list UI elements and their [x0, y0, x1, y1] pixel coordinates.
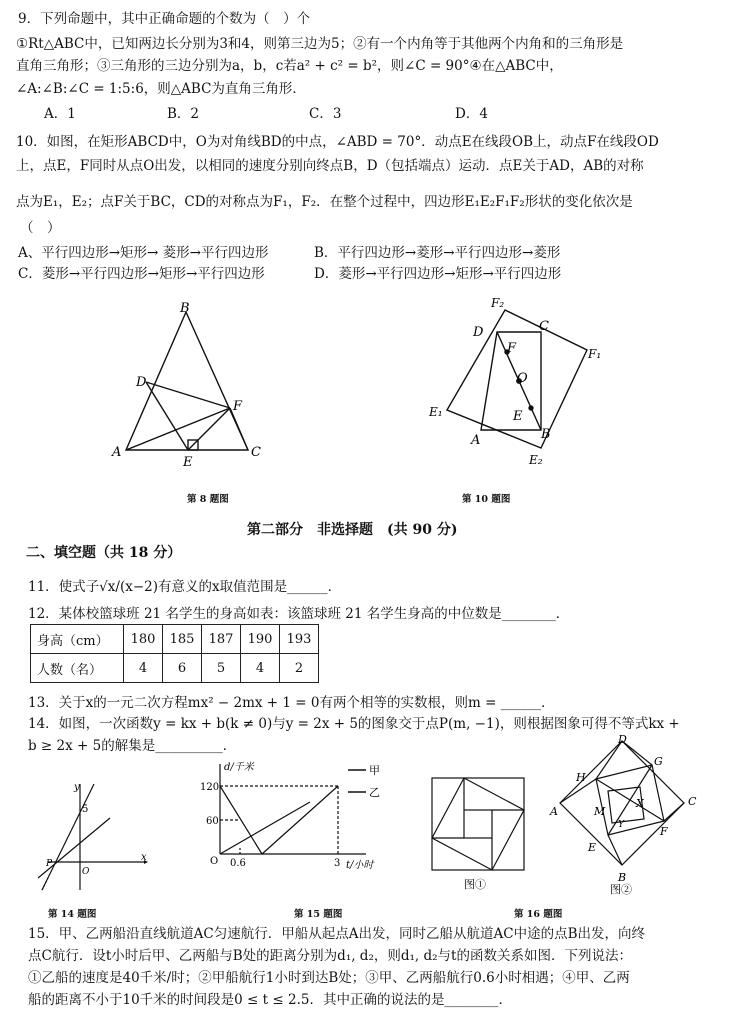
- figure-16-2: [548, 735, 698, 895]
- fig10-label-a: A: [471, 433, 481, 448]
- fig15-tick-06: 0.6: [230, 858, 246, 869]
- fig10-label-d: D: [473, 325, 484, 340]
- figure-10-caption: 第 10 题图: [462, 494, 511, 505]
- q15-line3: ①乙船的速度是40千米/时；②甲船航行1小时到达B处；③甲、乙两船航行0.6小时相遇；④甲、乙两: [28, 970, 630, 986]
- q14-line2: b ≥ 2x + 5的解集是__________．: [28, 738, 237, 754]
- figure-8-caption: 第 8 题图: [187, 494, 229, 505]
- figure-16-caption: 第 16 题图: [514, 909, 563, 920]
- fig16-label-e: E: [588, 841, 597, 854]
- q9-stem: 9．下列命题中，其中正确命题的个数为（ ）个: [18, 11, 311, 27]
- fig10-label-o: O: [517, 371, 528, 386]
- fig16-label-h: H: [576, 771, 586, 784]
- q10-line3: 点为E₁，E₂；点F关于BC，CD的对称点为F₁，F₂．在整个过程中，四边形E₁E₂F₁F₂形状的变化依次是: [16, 194, 633, 210]
- fig16-label-y: Y: [618, 820, 624, 830]
- fig16-label-c: C: [688, 795, 697, 808]
- q10-line1: 10．如图，在矩形ABCD中，O为对角线BD的中点，∠ABD = 70°．动点E在线段OB上，动点F在线段OD: [16, 134, 659, 150]
- table-cell: 193: [280, 625, 319, 654]
- q10-line4: （ ）: [20, 220, 61, 236]
- fig10-label-e1: E₁: [429, 405, 443, 419]
- fig15-tick-120: 120: [200, 782, 220, 793]
- q9-option-a: A．1: [44, 106, 76, 122]
- table-cell: 2: [280, 654, 319, 683]
- table-row: [31, 625, 319, 654]
- figure-14-graph: [28, 778, 158, 898]
- fig15-origin: O: [210, 856, 219, 867]
- fill-blank-section-title: 二、填空题（共 18 分）: [26, 545, 182, 561]
- q10-option-c: C．菱形→平行四边形→矩形→平行四边形: [18, 266, 265, 282]
- fig16-label-b: B: [618, 871, 627, 884]
- fig8-label-d: D: [136, 375, 147, 390]
- q14-line1: 14．如图，一次函数y = kx + b(k ≠ 0)与y = 2x + 5的图象交于点P(m, −1)，则根据图象可得不等式kx +: [28, 716, 680, 732]
- fig14-label-p: P: [46, 859, 53, 869]
- figure-15-caption: 第 15 题图: [294, 909, 343, 920]
- table-row: [31, 654, 319, 683]
- fig15-legend-yi: 乙: [369, 786, 380, 799]
- fig8-label-b: B: [180, 301, 190, 316]
- fig8-label-e: E: [183, 455, 193, 470]
- figure-10-rectangle: [425, 292, 615, 472]
- q10-option-a: A、平行四边形→矩形→ 菱形→平行四边形: [18, 245, 269, 261]
- q9-line3: ∠A:∠B:∠C = 1:5:6，则△ABC为直角三角形．: [16, 81, 306, 97]
- fig10-label-e2: E₂: [529, 453, 543, 467]
- fig16-label-m: M: [594, 805, 606, 818]
- q9-option-b: B．2: [167, 106, 200, 122]
- table-cell: 4: [241, 654, 280, 683]
- q12-text: 12．某体校篮球班 21 名学生的身高如表：该篮球班 21 名学生身高的中位数是________．: [28, 606, 570, 622]
- figure-16-1: [428, 772, 528, 890]
- table-cell: 180: [124, 625, 163, 654]
- fig10-label-e: E: [513, 409, 523, 424]
- fig14-axis-y: y: [74, 782, 80, 793]
- fig16-label-x: X: [636, 797, 644, 810]
- fig10-label-f2: F₂: [491, 296, 505, 310]
- height-table: [30, 624, 319, 683]
- table-cell: 5: [202, 654, 241, 683]
- fig16-label-g: G: [654, 755, 663, 768]
- fig16-label-d: D: [618, 735, 627, 746]
- figure-8-triangle: [108, 300, 278, 470]
- part-two-title: 第二部分 非选择题 (共 90 分): [247, 522, 458, 538]
- fig15-tick-60: 60: [206, 816, 219, 827]
- fig16-caption-1: 图①: [464, 878, 486, 890]
- table-cell: 187: [202, 625, 241, 654]
- fig8-label-f: F: [233, 399, 243, 414]
- q9-option-c: C．3: [309, 106, 342, 122]
- figure-14-caption: 第 14 题图: [48, 909, 97, 920]
- fig15-legend-jia: 甲: [369, 764, 380, 777]
- fig15-tick-3: 3: [334, 858, 341, 869]
- q9-line1: ①Rt△ABC中，已知两边长分别为3和4，则第三边为5；②有一个内角等于其他两个内角和的三角形是: [16, 36, 624, 52]
- q15-line1: 15．甲、乙两船沿直线航道AC匀速航行．甲船从起点A出发，同时乙船从航道AC中途的点B出发，向终: [28, 926, 646, 942]
- fig14-label-o: O: [82, 867, 90, 877]
- fig10-label-f1: F₁: [588, 347, 602, 361]
- fig10-label-c: C: [539, 319, 549, 334]
- table-header-height: 身高（cm）: [31, 625, 124, 654]
- q10-option-b: B．平行四边形→菱形→平行四边形→菱形: [314, 245, 561, 261]
- table-cell: 4: [124, 654, 163, 683]
- q11-text: 11．使式子√x/(x−2)有意义的x取值范围是______．: [28, 579, 342, 595]
- q13-text: 13．关于x的一元二次方程mx² − 2mx + 1 = 0有两个相等的实数根，则m = ______．: [28, 695, 555, 711]
- fig8-label-a: A: [112, 445, 122, 460]
- fig15-xlabel: t/小时: [346, 860, 374, 871]
- fig16-label-a: A: [550, 805, 558, 818]
- fig14-axis-x: x: [141, 852, 147, 863]
- fig16-caption-2: 图②: [610, 883, 632, 895]
- fig14-label-5: 5: [82, 804, 89, 815]
- q15-line2: 点C航行．设t小时后甲、乙两船与B处的距离分别为d₁, d₂，则d₁, d₂与t的函数关系如图．下列说法：: [28, 948, 632, 964]
- fig10-label-b: B: [541, 427, 551, 442]
- figure-15-chart: [196, 758, 396, 878]
- fig15-ylabel: d/千米: [224, 762, 254, 773]
- fig8-label-c: C: [251, 445, 261, 460]
- q15-line4: 船的距离不小于10千米的时间段是0 ≤ t ≤ 2.5．其中正确的说法的是________．: [28, 992, 512, 1008]
- table-cell: 185: [163, 625, 202, 654]
- fig10-label-f: F: [507, 341, 517, 356]
- table-header-count: 人数（名）: [31, 654, 124, 683]
- q9-option-d: D．4: [455, 106, 488, 122]
- q9-line2: 直角三角形；③三角形的三边分别为a，b，c若a² + c² = b²，则∠C = 90°④在△ABC中，: [16, 58, 563, 74]
- fig16-label-f: F: [660, 825, 668, 838]
- table-cell: 6: [163, 654, 202, 683]
- q10-line2: 上，点E，F同时从点O出发，以相同的速度分别向终点B，D（包括端点）运动．点E关于AD，AB的对称: [16, 158, 644, 174]
- q10-option-d: D．菱形→平行四边形→矩形→平行四边形: [314, 266, 562, 282]
- table-cell: 190: [241, 625, 280, 654]
